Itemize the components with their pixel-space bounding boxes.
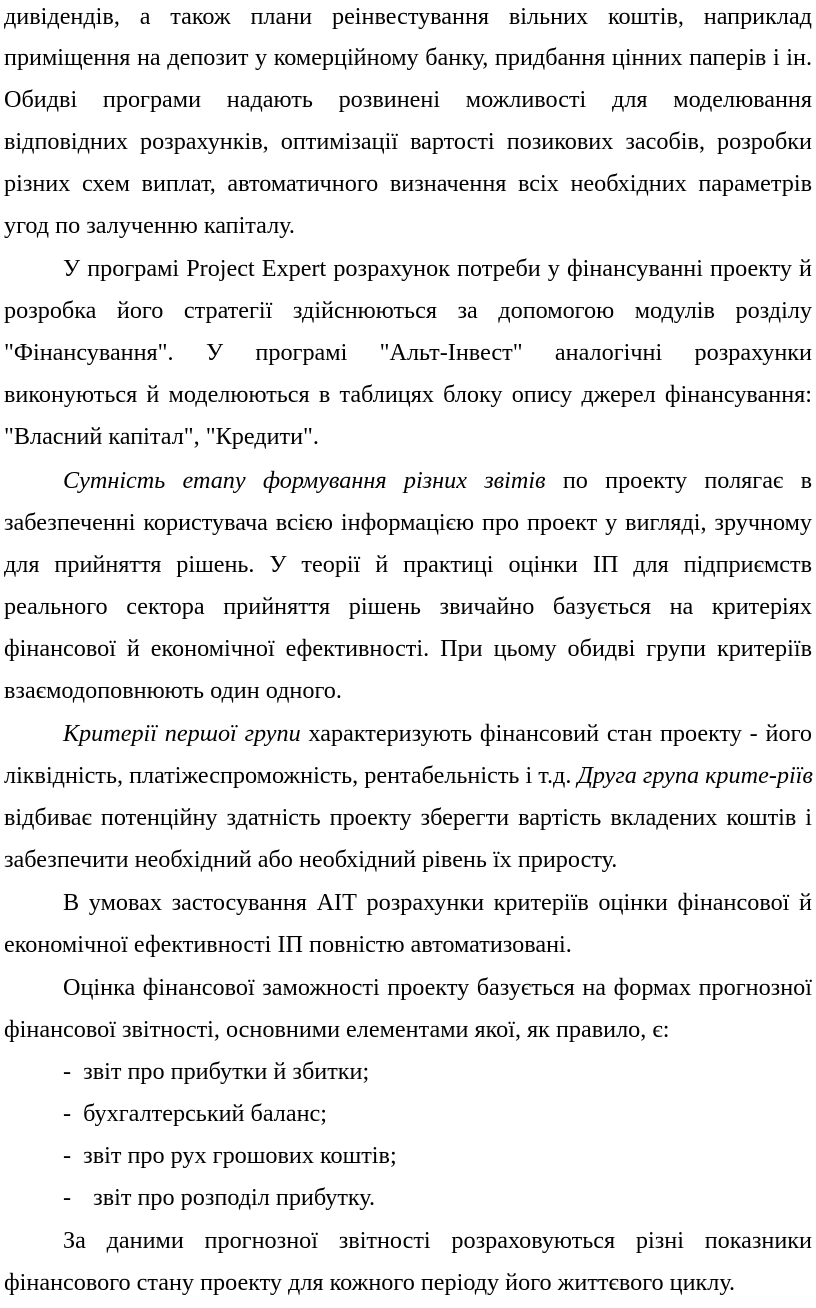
list-dash: -: [63, 1100, 72, 1127]
paragraph-2-line-2: розробка його стратегії здійснюються за допомогою модулів розділу: [4, 297, 812, 324]
paragraph-3-line-2: забезпеченні користувача всією інформацією про проект у вигляді, зручному: [4, 509, 812, 536]
list-dash: -: [63, 1058, 72, 1085]
paragraph-4-line-4: забезпечити необхідний або необхідний рівень їх приросту.: [4, 846, 618, 873]
paragraph-3-line-4: реального сектора прийняття рішень звичайно базується на критеріях: [4, 593, 812, 620]
paragraph-5-line-2: економічної ефективності ІП повністю автоматизовані.: [4, 931, 572, 958]
paragraph-1-line-2: приміщення на депозит у комерційному банку, придбання цінних паперів і ін.: [4, 44, 812, 71]
paragraph-2-line-4: виконуються й моделюються в таблицях блоку опису джерел фінансування:: [4, 381, 812, 408]
paragraph-5-line-1: В умовах застосування АІТ розрахунки критеріїв оцінки фінансової й: [63, 889, 812, 916]
paragraph-4-line-2-plain: ліквідність, платіжеспроможність, рентабельність і т.д.: [4, 762, 578, 789]
paragraph-4-line-1-rest: характеризують фінансовий стан проекту - його: [300, 720, 812, 747]
paragraph-1-line-4: відповідних розрахунків, оптимізації вартості позикових засобів, розробки: [4, 128, 812, 155]
list-dash: -: [63, 1184, 72, 1211]
paragraph-4-line-1: [63, 719, 812, 749]
list-item-text: звіт про рух грошових коштів;: [83, 1142, 397, 1169]
paragraph-2-line-5: "Власний капітал", "Кредити".: [4, 423, 319, 450]
list-item-text: бухгалтерський баланс;: [83, 1100, 327, 1127]
paragraph-3-line-1: [63, 466, 812, 496]
paragraph-1-line-6: угод по залученню капіталу.: [4, 212, 295, 239]
italic-term-report-stage: Сутність етапу формування різних звітів: [63, 467, 546, 494]
paragraph-3-line-6: взаємодоповнюють один одного.: [4, 677, 342, 704]
paragraph-3-line-1-rest: по проекту полягає в: [545, 467, 812, 494]
paragraph-6-line-2: фінансової звітності, основними елементами якої, як правило, є:: [4, 1016, 670, 1043]
paragraph-7-line-1: За даними прогнозної звітності розраховуються різні показники: [63, 1227, 812, 1254]
italic-term-second-group: Друга група крите-ріїв: [577, 762, 813, 789]
list-item: [63, 1057, 812, 1087]
paragraph-3-line-5: фінансової й економічної ефективності. При цьому обидві групи критеріїв: [4, 635, 812, 662]
paragraph-4-line-3: відбиває потенційну здатність проекту зберегти вартість вкладених коштів і: [4, 804, 812, 831]
paragraph-1-line-5: різних схем виплат, автоматичного визначення всіх необхідних параметрів: [4, 170, 812, 197]
list-item-text: звіт про прибутки й збитки;: [83, 1058, 370, 1085]
italic-term-first-group: Критерії першої групи: [63, 720, 301, 747]
list-dash: -: [63, 1142, 72, 1169]
list-item: [63, 1141, 812, 1171]
paragraph-6-line-1: Оцінка фінансової заможності проекту базується на формах прогнозної: [63, 974, 812, 1001]
paragraph-1-line-1: дивідендів, а також плани реінвестування вільних коштів, наприклад: [4, 3, 812, 30]
paragraph-2-line-1: У програмі Project Expert розрахунок потреби у фінансуванні проекту й: [63, 255, 812, 282]
list-item: [63, 1183, 812, 1213]
paragraph-4-line-2: [4, 761, 812, 791]
list-item-text: звіт про розподіл прибутку.: [93, 1184, 376, 1211]
paragraph-2-line-3: "Фінансування". У програмі "Альт-Інвест" аналогічні розрахунки: [4, 339, 812, 366]
list-item: [63, 1099, 812, 1129]
paragraph-7-line-2: фінансового стану проекту для кожного періоду його життєвого циклу.: [4, 1269, 736, 1296]
paragraph-1-line-3: Обидві програми надають розвинені можливості для моделювання: [4, 86, 812, 113]
paragraph-3-line-3: для прийняття рішень. У теорії й практиці оцінки ІП для підприємств: [4, 551, 812, 578]
